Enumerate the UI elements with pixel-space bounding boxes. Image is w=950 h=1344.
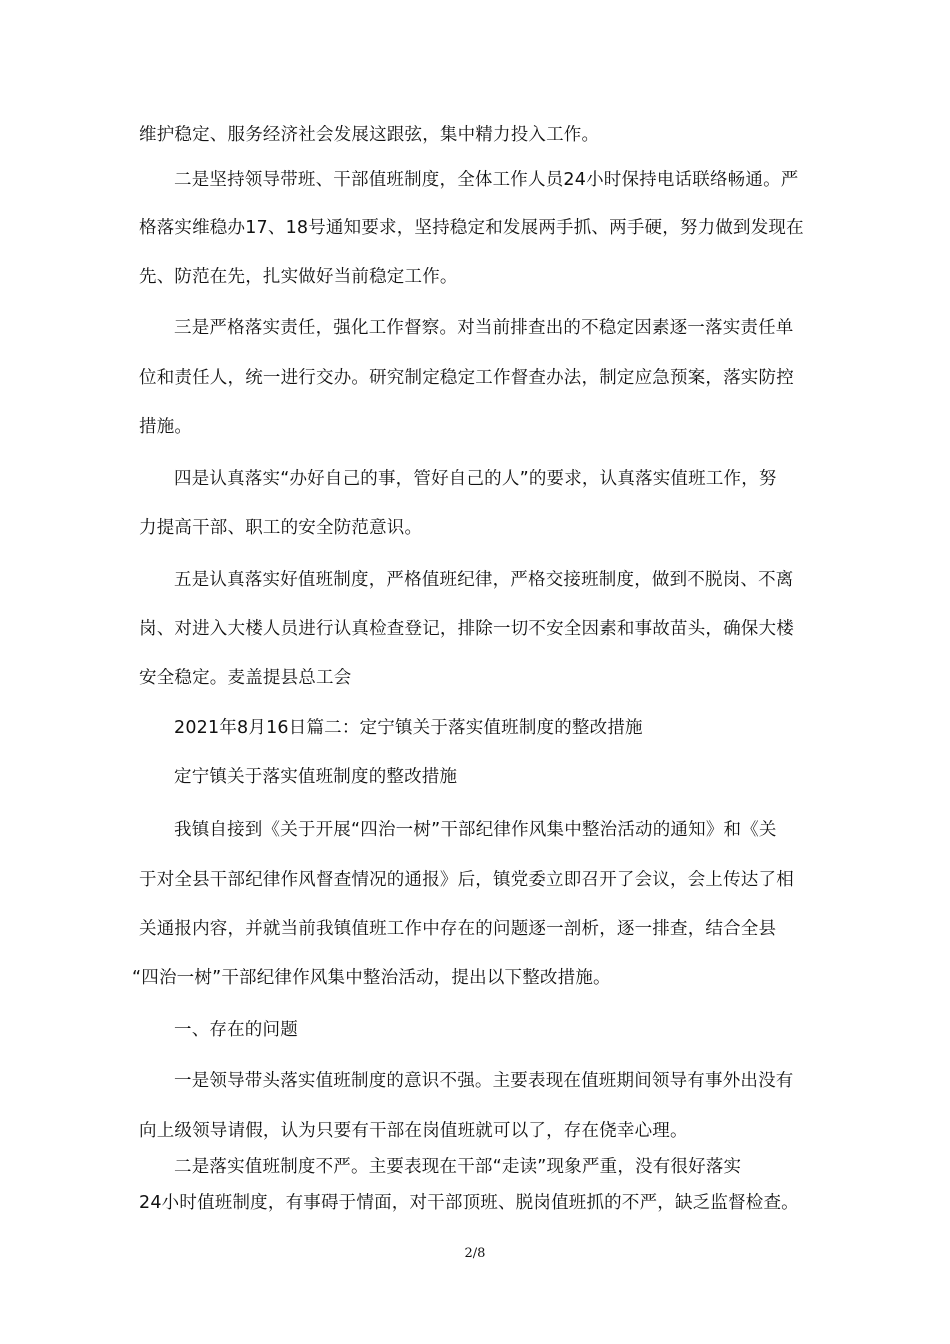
text-line-6: 位和责任人，统一进行交办。研究制定稳定工作督查办法，制定应急预案，落实防控 bbox=[139, 368, 794, 388]
text-line-5: 三是严格落实责任，强化工作督察。对当前排查出的不稳定因素逐一落实责任单 bbox=[174, 318, 794, 338]
text-line-17: 关通报内容，并就当前我镇值班工作中存在的问题逐一剖析，逐一排查，结合全县 bbox=[139, 919, 777, 939]
text-line-11: 岗、对进入大楼人员进行认真检查登记，排除一切不安全因素和事故苗头，确保大楼 bbox=[139, 619, 794, 639]
text-line-23: 24小时值班制度，有事碍于情面，对干部顶班、脱岗值班抓的不严，缺乏监督检查。 bbox=[139, 1193, 799, 1213]
text-line-18: “四治一树”干部纪律作风集中整治活动，提出以下整改措施。 bbox=[132, 968, 611, 988]
text-line-21: 向上级领导请假，认为只要有干部在岗值班就可以了，存在侥幸心理。 bbox=[139, 1121, 688, 1141]
text-line-2: 二是坚持领导带班、干部值班制度，全体工作人员24小时保持电话联络畅通。严 bbox=[174, 170, 799, 190]
text-line-1: 维护稳定、服务经济社会发展这跟弦，集中精力投入工作。 bbox=[139, 125, 600, 145]
text-line-4: 先、防范在先，扎实做好当前稳定工作。 bbox=[139, 267, 458, 287]
text-line-14: 定宁镇关于落实值班制度的整改措施 bbox=[174, 767, 458, 787]
text-line-12: 安全稳定。麦盖提县总工会 bbox=[139, 668, 352, 688]
text-line-7: 措施。 bbox=[139, 417, 193, 437]
text-line-22: 二是落实值班制度不严。主要表现在干部“走读”现象严重，没有很好落实 bbox=[174, 1157, 742, 1177]
text-line-15: 我镇自接到《关于开展“四治一树”干部纪律作风集中整治活动的通知》和《关 bbox=[174, 820, 777, 840]
text-line-9: 力提高干部、职工的安全防范意识。 bbox=[139, 518, 423, 538]
page-number: 2/8 bbox=[464, 1246, 486, 1261]
text-line-3: 格落实维稳办17、18号通知要求，坚持稳定和发展两手抓、两手硬，努力做到发现在 bbox=[139, 218, 804, 238]
text-line-16: 于对全县干部纪律作风督查情况的通报》后，镇党委立即召开了会议，会上传达了相 bbox=[139, 870, 794, 890]
text-line-10: 五是认真落实好值班制度，严格值班纪律，严格交接班制度，做到不脱岗、不离 bbox=[174, 570, 794, 590]
text-line-13: 2021年8月16日篇二：定宁镇关于落实值班制度的整改措施 bbox=[174, 718, 643, 738]
text-line-8: 四是认真落实“办好自己的事，管好自己的人”的要求，认真落实值班工作，努 bbox=[174, 469, 777, 489]
text-line-19: 一、存在的问题 bbox=[174, 1020, 298, 1040]
text-line-20: 一是领导带头落实值班制度的意识不强。主要表现在值班期间领导有事外出没有 bbox=[174, 1071, 794, 1091]
